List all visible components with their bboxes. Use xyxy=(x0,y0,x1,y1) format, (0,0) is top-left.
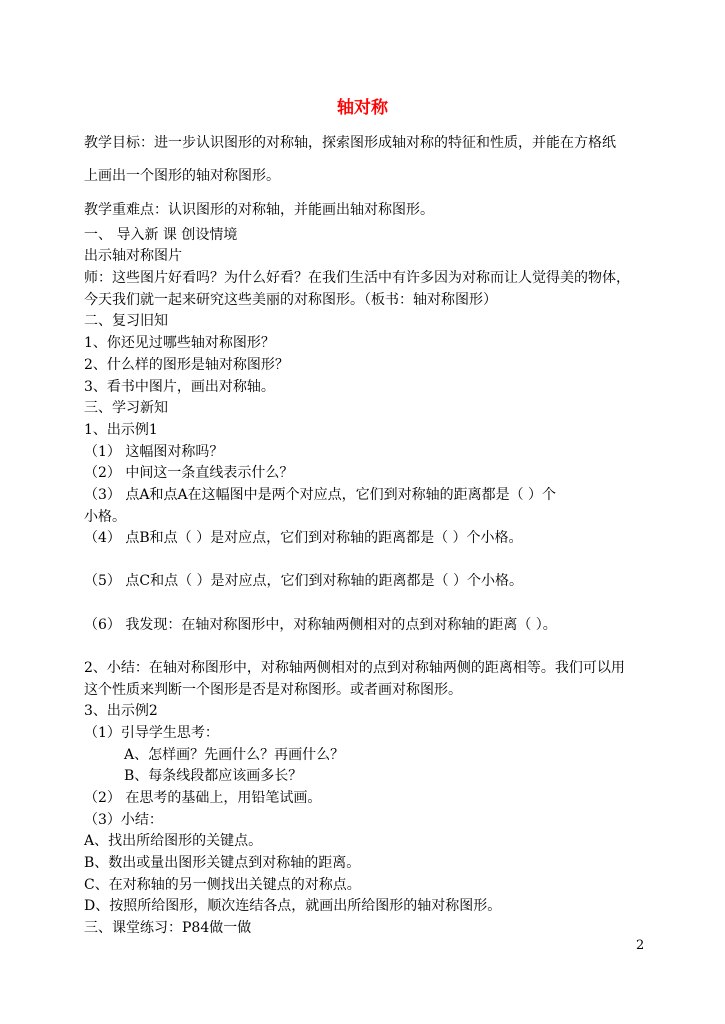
text-line: 出示轴对称图片 xyxy=(84,248,182,264)
text-line: （2） 在思考的基础上，用铅笔试画。 xyxy=(84,790,322,806)
text-line: 教学目标：进一步认识图形的对称轴，探索图形成轴对称的特征和性质，并能在方格纸 xyxy=(84,135,616,151)
text-line: 教学重难点：认识图形的对称轴，并能画出轴对称图形。 xyxy=(84,202,434,218)
text-line: （3）小结： xyxy=(84,812,163,828)
text-line: A、怎样画？先画什么？再画什么？ xyxy=(124,747,345,763)
text-line: C、在对称轴的另一侧找出关键点的对称点。 xyxy=(84,877,361,893)
text-line: 2、小结：在轴对称图形中，对称轴两侧相对的点到对称轴两侧的距离相等。我们可以用 xyxy=(84,660,625,676)
text-line: 三、学习新知 xyxy=(84,400,168,416)
text-line: A、找出所给图形的关键点。 xyxy=(84,833,263,849)
text-line: 二、复习旧知 xyxy=(84,313,168,329)
text-line: （1） 这幅图对称吗？ xyxy=(84,444,224,460)
text-line: 上画出一个图形的轴对称图形。 xyxy=(84,168,280,184)
text-line: （6） 我发现：在轴对称图形中，对称轴两侧相对的点到对称轴的距离（ ）。 xyxy=(84,617,557,633)
text-line: （3） 点A和点A在这幅图中是两个对应点，它们到对称轴的距离都是（ ）个 xyxy=(84,487,557,503)
text-line: 小格。 xyxy=(84,509,126,525)
text-line: D、按照所给图形，顺次连结各点，就画出所给图形的轴对称图形。 xyxy=(84,898,502,914)
text-line: 2、什么样的图形是轴对称图形？ xyxy=(84,357,289,373)
text-line: 今天我们就一起来研究这些美丽的对称图形。（板书：轴对称图形） xyxy=(84,292,497,308)
text-line: 3、看书中图片，画出对称轴。 xyxy=(84,379,275,395)
page-number: 2 xyxy=(636,938,645,953)
text-line: 3、出示例2 xyxy=(84,703,158,719)
text-line: （4） 点B和点（ ）是对应点，它们到对称轴的距离都是（ ）个小格。 xyxy=(84,530,523,546)
text-line: 这个性质来判断一个图形是否是对称图形。或者画对称图形。 xyxy=(84,682,462,698)
text-line: （1）引导学生思考： xyxy=(84,725,219,741)
text-line: 师：这些图片好看吗？为什么好看？在我们生活中有许多因为对称而让人觉得美的物体， xyxy=(84,270,630,286)
text-line: （2） 中间这一条直线表示什么？ xyxy=(84,465,294,481)
document-title: 轴对称 xyxy=(337,98,388,118)
text-line: 一、 导入新 课 创设情境 xyxy=(84,227,238,243)
text-line: 1、出示例1 xyxy=(84,422,158,438)
text-line: B、数出或量出图形关键点到对称轴的距离。 xyxy=(84,855,361,871)
text-line: （5） 点C和点（ ）是对应点，它们到对称轴的距离都是（ ）个小格。 xyxy=(84,573,523,589)
text-line: B、每条线段都应该画多长？ xyxy=(124,768,303,784)
text-line: 三、课堂练习：P84做一做 xyxy=(84,920,252,936)
text-line: 1、你还见过哪些轴对称图形？ xyxy=(84,335,275,351)
